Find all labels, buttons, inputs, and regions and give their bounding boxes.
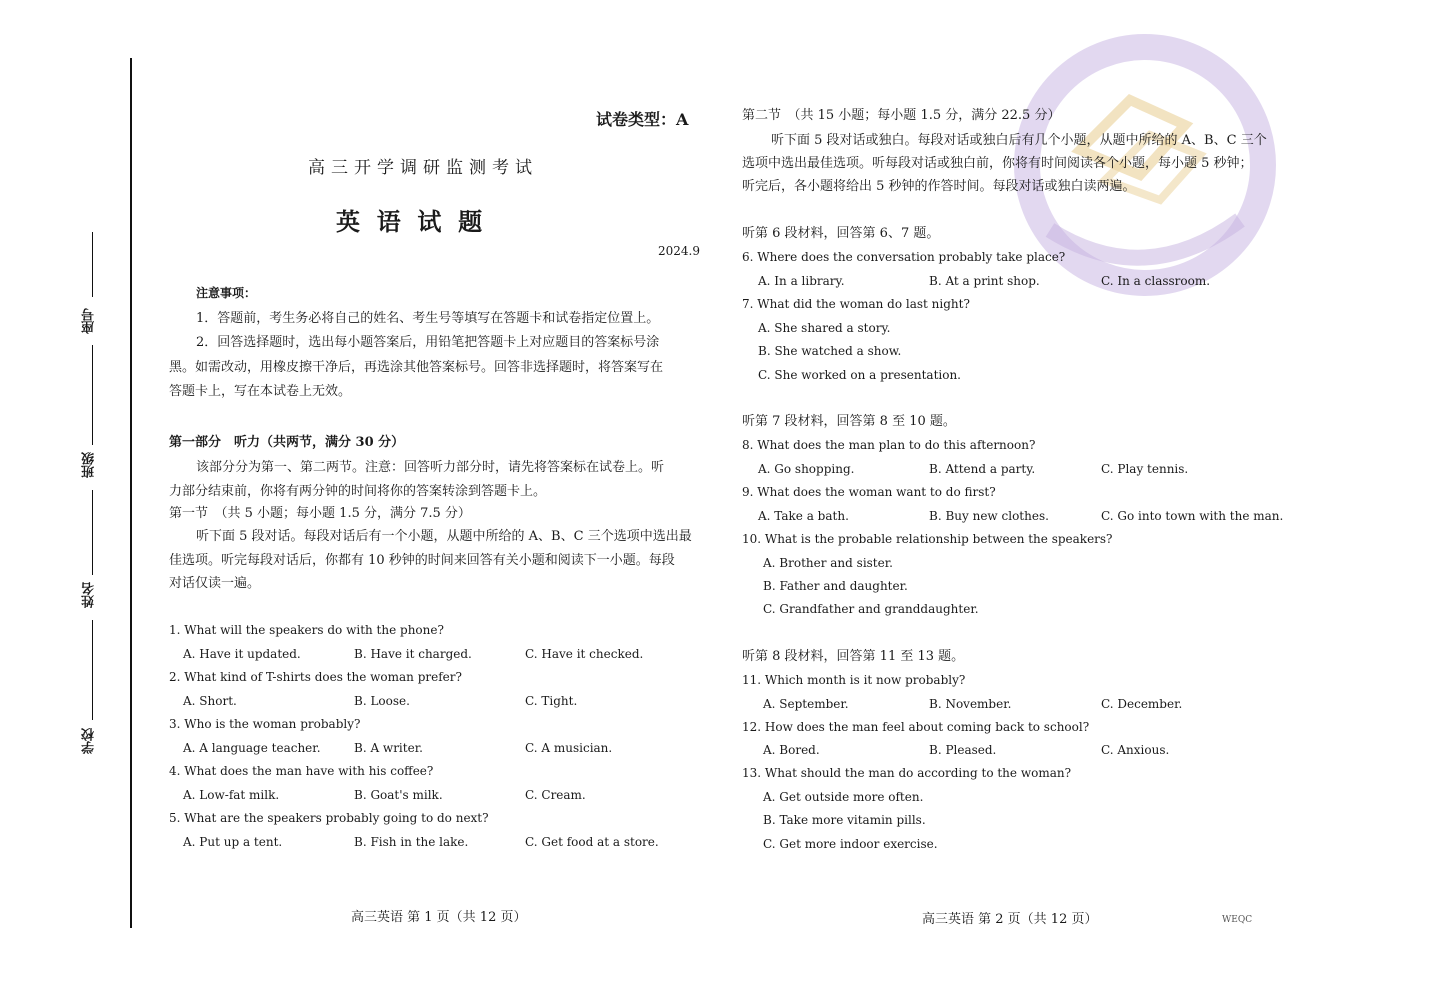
question-13-option-a: A. Get outside more often. [763, 790, 924, 804]
question-6-option-a: A. In a library. [758, 274, 845, 288]
question-12-option-c: C. Anxious. [1101, 743, 1170, 757]
section1-line-3: 对话仅读一遍。 [169, 576, 261, 591]
question-3-option-b: B. A writer. [354, 741, 423, 755]
question-9-option-b: B. Buy new clothes. [929, 509, 1049, 523]
question-8-option-c: C. Play tennis. [1101, 462, 1189, 476]
subject-title: 英 语 试 题 [336, 207, 483, 236]
question-11-option-a: A. September. [763, 697, 849, 711]
question-5-option-a: A. Put up a tent. [183, 835, 283, 849]
footer-page-1: 高三英语 第 1 页（共 12 页） [351, 910, 527, 925]
question-7-option-a: A. She shared a story. [758, 321, 891, 335]
name-label: 姓名 [82, 582, 97, 608]
question-4-option-b: B. Goat's milk. [354, 788, 443, 802]
question-6: 6. Where does the conversation probably take place? [742, 250, 1066, 264]
part1-intro-line-2: 力部分结束前，你将有两分钟的时间将你的答案转涂到答题卡上。 [169, 484, 547, 499]
question-2-option-c: C. Tight. [525, 694, 578, 708]
question-3-option-c: C. A musician. [525, 741, 613, 755]
material7-heading: 听第 7 段材料，回答第 8 至 10 题。 [742, 414, 956, 429]
notice-item-2-line-3: 答题卡上，写在本试卷上无效。 [169, 384, 352, 399]
notice-heading: 注意事项： [196, 286, 257, 300]
question-12: 12. How does the man feel about coming back to school? [742, 720, 1090, 734]
question-11-option-b: B. November. [929, 697, 1012, 711]
name-underline [92, 490, 93, 575]
question-4-option-a: A. Low-fat milk. [183, 788, 280, 802]
question-4-option-c: C. Cream. [525, 788, 586, 802]
question-5-option-b: B. Fish in the lake. [354, 835, 469, 849]
question-8-option-a: A. Go shopping. [758, 462, 855, 476]
question-1-option-b: B. Have it charged. [354, 647, 472, 661]
paper-type: 试卷类型：A [596, 110, 689, 129]
question-13-option-b: B. Take more vitamin pills. [763, 813, 926, 827]
question-7: 7. What did the woman do last night? [742, 297, 970, 311]
question-1: 1. What will the speakers do with the phone? [169, 623, 444, 637]
question-6-option-b: B. At a print shop. [929, 274, 1040, 288]
question-6-option-c: C. In a classroom. [1101, 274, 1211, 288]
question-2-option-b: B. Loose. [354, 694, 410, 708]
question-10-option-c: C. Grandfather and granddaughter. [763, 602, 979, 616]
seat-no-underline [92, 232, 93, 297]
question-1-option-c: C. Have it checked. [525, 647, 644, 661]
footer-page-2: 高三英语 第 2 页（共 12 页） [922, 912, 1098, 927]
school-label: 学校 [82, 728, 97, 754]
exam-date: 2024.9 [658, 244, 700, 258]
question-8-option-b: B. Attend a party. [929, 462, 1036, 476]
part1-intro-line-1: 该部分分为第一、第二两节。注意：回答听力部分时，请先将答案标在试卷上。听 [196, 460, 665, 475]
footer-code: WEQC [1222, 915, 1253, 925]
school-underline [92, 620, 93, 720]
question-11: 11. Which month is it now probably? [742, 673, 966, 687]
question-10-option-a: A. Brother and sister. [763, 556, 893, 570]
question-2-option-a: A. Short. [183, 694, 237, 708]
question-9-option-a: A. Take a bath. [758, 509, 849, 523]
notice-item-2-line-2: 黑。如需改动，用橡皮擦干净后，再选涂其他答案标号。回答非选择题时，将答案写在 [169, 360, 664, 375]
question-13: 13. What should the man do according to the woman? [742, 766, 1072, 780]
question-2: 2. What kind of T-shirts does the woman prefer? [169, 670, 462, 684]
question-9: 9. What does the woman want to do first? [742, 485, 996, 499]
question-3-option-a: A. A language teacher. [183, 741, 321, 755]
question-5-option-c: C. Get food at a store. [525, 835, 659, 849]
question-8: 8. What does the man plan to do this afternoon? [742, 438, 1036, 452]
notice-item-2-line-1: 2．回答选择题时，选出每小题答案后，用铅笔把答题卡上对应题目的答案标号涂 [196, 335, 660, 350]
question-7-option-b: B. She watched a show. [758, 344, 902, 358]
question-7-option-c: C. She worked on a presentation. [758, 368, 961, 382]
question-12-option-b: B. Pleased. [929, 743, 997, 757]
question-5: 5. What are the speakers probably going to do next? [169, 811, 489, 825]
material6-heading: 听第 6 段材料，回答第 6、7 题。 [742, 226, 940, 241]
section2-line-3: 听完后，各小题将给出 5 秒钟的作答时间。每段对话或独白读两遍。 [742, 179, 1136, 194]
question-3: 3. Who is the woman probably? [169, 717, 361, 731]
class-underline [92, 345, 93, 445]
question-10: 10. What is the probable relationship between the speakers? [742, 532, 1113, 546]
seat-no-label: 座号 [82, 308, 97, 334]
question-4: 4. What does the man have with his coffee? [169, 764, 434, 778]
class-label: 班级 [82, 452, 97, 478]
question-10-option-b: B. Father and daughter. [763, 579, 908, 593]
section1-line-2: 佳选项。听完每段对话后，你都有 10 秒钟的时间来回答有关小题和阅读下一小题。每段 [169, 553, 675, 568]
material8-heading: 听第 8 段材料，回答第 11 至 13 题。 [742, 649, 965, 664]
section2-line-2: 选项中选出最佳选项。听每段对话或独白前，你将有时间阅读各个小题，每小题 5 秒钟； [742, 156, 1253, 171]
question-13-option-c: C. Get more indoor exercise. [763, 837, 938, 851]
question-9-option-c: C. Go into town with the man. [1101, 509, 1284, 523]
notice-item-1: 1．答题前，考生务必将自己的姓名、考生号等填写在答题卡和试卷指定位置上。 [196, 311, 660, 326]
question-1-option-a: A. Have it updated. [183, 647, 301, 661]
section2-line-1: 听下面 5 段对话或独白。每段对话或独白后有几个小题，从题中所给的 A、B、C 三个 [771, 133, 1267, 148]
section1-heading: 第一节 （共 5 小题；每小题 1.5 分，满分 7.5 分） [169, 506, 471, 521]
question-12-option-a: A. Bored. [763, 743, 820, 757]
part1-heading: 第一部分 听力（共两节，满分 30 分） [169, 435, 405, 450]
binding-margin-line [130, 58, 132, 928]
exam-title: 高三开学调研监测考试 [308, 158, 538, 178]
section2-heading: 第二节 （共 15 小题；每小题 1.5 分，满分 22.5 分） [742, 108, 1061, 123]
section1-line-1: 听下面 5 段对话。每段对话后有一个小题，从题中所给的 A、B、C 三个选项中选出最 [196, 529, 692, 544]
question-11-option-c: C. December. [1101, 697, 1183, 711]
